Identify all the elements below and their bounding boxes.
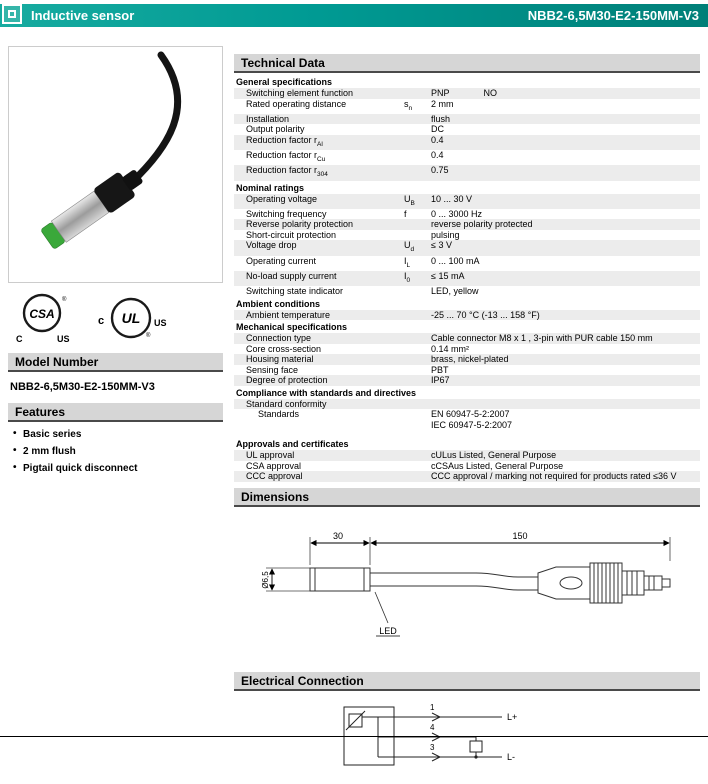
inductive-sensor-icon — [2, 4, 22, 24]
product-photo — [8, 46, 223, 283]
spec-label: Standard conformity — [246, 398, 327, 409]
title-bar — [0, 4, 708, 27]
spec-row — [234, 286, 700, 297]
drawn-sensor-body — [310, 568, 370, 591]
spec-label: Housing material — [246, 354, 314, 365]
spec-value-primary: 10 ... 30 V — [431, 193, 473, 204]
csa-logo — [12, 290, 76, 346]
spec-row — [234, 375, 700, 386]
spec-label: Rated operating distance — [246, 98, 347, 109]
dimension-diagram — [238, 513, 690, 663]
spec-label: Standards — [258, 409, 300, 420]
spec-value-primary: 0 ... 100 mA — [431, 255, 480, 266]
spec-value — [431, 344, 700, 355]
spec-value — [431, 99, 700, 110]
spec-label: Degree of protection — [246, 375, 328, 386]
cul-us-logo — [96, 290, 168, 346]
spec-label: Reduction factor $r_{Cu}$ — [246, 150, 326, 163]
spec-value — [431, 124, 700, 135]
spec-value-primary: cULus Listed, General Purpose — [431, 450, 557, 461]
spec-row — [234, 150, 700, 165]
spec-label: Switching state indicator — [246, 286, 344, 297]
spec-symbol: $I_L$ — [404, 255, 411, 269]
pin-4-label: 4 — [430, 722, 435, 732]
dim-diameter: Ø6,5 — [261, 571, 270, 589]
spec-row — [234, 256, 700, 271]
spec-value-primary: DC — [431, 124, 444, 135]
spec-row — [234, 88, 700, 99]
spec-label: Installation — [246, 113, 290, 124]
spec-label: Reduction factor $r_{Al}$ — [246, 134, 323, 148]
spec-value — [431, 333, 700, 344]
spec-value-primary: -25 ... 70 °C (-13 ... 158 °F) — [431, 309, 540, 320]
spec-value-primary: brass, nickel-plated — [431, 354, 509, 365]
feature-item: • Pigtail quick disconnect — [10, 463, 221, 474]
sensor-cable — [131, 55, 178, 183]
spec-label: Core cross-section — [246, 343, 322, 354]
spec-value — [431, 135, 700, 146]
spec-value-primary: ≤ 3 V — [431, 240, 452, 251]
spec-row — [234, 240, 700, 255]
spec-value — [431, 409, 700, 430]
spec-value-primary: PBT — [431, 364, 449, 375]
spec-row — [234, 354, 700, 365]
spec-value — [431, 286, 700, 297]
features-list — [8, 422, 223, 474]
spec-value-primary: Cable connector M8 x 1 , 3-pin with PUR cable 150 mm — [431, 333, 653, 344]
dimensions-header: Dimensions — [234, 488, 700, 507]
supply-minus-label: L- — [507, 751, 516, 762]
spec-value-primary: reverse polarity protected — [431, 219, 533, 230]
spec-value — [431, 194, 700, 205]
spec-value-primary: 0.4 — [431, 134, 444, 145]
spec-value-primary: CCC approval / marking not required for products rated ≤36 V — [431, 471, 677, 482]
svg-text:CSA: CSA — [29, 307, 55, 321]
spec-value — [431, 88, 700, 99]
spec-value — [431, 354, 700, 365]
dimensions-drawing — [238, 513, 700, 668]
spec-label: No-load supply current — [246, 271, 337, 282]
spec-value-primary: 0.4 — [431, 150, 444, 161]
spec-value — [431, 219, 700, 230]
spec-value-secondary: NO — [483, 88, 498, 98]
spec-row — [234, 135, 700, 150]
spec-row — [234, 409, 700, 430]
spec-value — [431, 114, 700, 125]
spec-value-primary: PNP — [431, 88, 450, 98]
spec-value-primary: pulsing — [431, 229, 460, 240]
spec-value — [431, 209, 700, 220]
led-label: LED — [379, 625, 397, 636]
header-model-number: NBB2-6,5M30-E2-150MM-V3 — [527, 8, 699, 23]
spec-value-primary: 0.14 mm² — [431, 343, 470, 354]
spec-row — [234, 399, 700, 410]
spec-row — [234, 450, 700, 461]
spec-value-primary: 0 ... 3000 Hz — [431, 208, 483, 219]
svg-text:UL: UL — [121, 310, 141, 326]
electrical-connection-header: Electrical Connection — [234, 672, 700, 691]
model-number-header: Model Number — [8, 353, 223, 372]
spec-value-line: IEC 60947-5-2:2007 — [431, 419, 513, 430]
spec-label: UL approval — [246, 450, 295, 461]
sensor-body — [39, 163, 148, 252]
spec-value — [431, 375, 700, 386]
technical-data-table — [234, 75, 700, 482]
spec-value-primary: flush — [431, 113, 451, 124]
product-photo-image — [9, 47, 222, 282]
spec-value — [431, 150, 700, 161]
spec-symbol: $U_d$ — [404, 240, 415, 254]
spec-section-header: Mechanical specifications — [236, 322, 348, 333]
spec-row — [234, 271, 700, 286]
spec-row — [234, 344, 700, 355]
spec-section-header: Compliance with standards and directives — [236, 387, 417, 398]
drawn-cable — [370, 573, 538, 590]
spec-label: CCC approval — [246, 471, 303, 482]
led-leader-line — [375, 592, 388, 623]
spec-section-header: Ambient conditions — [236, 298, 320, 309]
spec-label: Sensing face — [246, 364, 299, 375]
drawn-connector — [538, 563, 670, 603]
spec-label: Short-circuit protection — [246, 229, 337, 240]
spec-row — [234, 165, 700, 180]
dim-body-length: 30 — [332, 530, 344, 541]
spec-value — [431, 450, 700, 461]
svg-text:®: ® — [146, 333, 151, 339]
spec-value — [431, 471, 700, 482]
electrical-connection-drawing — [334, 695, 700, 784]
spec-row — [234, 333, 700, 344]
spec-value — [431, 240, 700, 251]
spec-value — [431, 365, 700, 376]
spec-row — [234, 114, 700, 125]
spec-section-header: Approvals and certificates — [236, 439, 349, 450]
spec-symbol: $U_B$ — [404, 193, 415, 207]
spec-symbol: $s_n$ — [404, 98, 413, 112]
spec-label: Switching element function — [246, 88, 354, 98]
model-number-value: NBB2-6,5M30-E2-150MM-V3 — [10, 381, 155, 393]
left-panel — [8, 34, 223, 784]
spec-row — [234, 124, 700, 135]
spec-row — [234, 99, 700, 114]
spec-row — [234, 461, 700, 472]
spec-section-header: Nominal ratings — [236, 182, 305, 193]
spec-value — [431, 461, 700, 472]
spec-value-primary: ≤ 15 mA — [431, 271, 465, 282]
spec-label: Switching frequency — [246, 208, 327, 219]
spec-label: Output polarity — [246, 124, 305, 135]
certification-logos — [12, 289, 223, 347]
spec-value-primary: 0.75 — [431, 165, 449, 176]
spec-value — [431, 230, 700, 241]
svg-text:US: US — [57, 334, 70, 344]
spec-row — [234, 230, 700, 241]
svg-text:US: US — [154, 318, 167, 328]
spec-value — [431, 165, 700, 176]
spec-label: CSA approval — [246, 460, 302, 471]
spec-label: Operating current — [246, 255, 317, 266]
spec-value-line: EN 60947-5-2:2007 — [431, 409, 510, 420]
product-type-title: Inductive sensor — [31, 8, 135, 23]
spec-row — [234, 209, 700, 220]
spec-section-header: General specifications — [236, 77, 333, 87]
spec-row — [234, 365, 700, 376]
footer-rule — [0, 736, 708, 737]
spec-value — [431, 271, 700, 282]
spec-value-primary: IP67 — [431, 375, 450, 386]
pin-3-label: 3 — [430, 742, 435, 752]
spec-label: Connection type — [246, 333, 312, 344]
spec-symbol: $I_0$ — [404, 271, 411, 284]
svg-text:c: c — [98, 315, 105, 327]
supply-plus-label: L+ — [507, 711, 518, 722]
page-content — [8, 34, 700, 784]
spec-value — [431, 310, 700, 321]
spec-value — [431, 256, 700, 267]
main-panel — [234, 34, 700, 784]
spec-row — [234, 471, 700, 482]
feature-item: • Basic series — [10, 429, 221, 440]
features-header: Features — [8, 403, 223, 422]
dim-cable-length: 150 — [512, 530, 528, 541]
spec-label: Voltage drop — [246, 240, 297, 251]
spec-value-primary: 2 mm — [431, 98, 454, 109]
spec-value-primary: cCSAus Listed, General Purpose — [431, 460, 564, 471]
feature-item: • 2 mm flush — [10, 446, 221, 457]
svg-text:®: ® — [62, 297, 67, 303]
spec-label: Ambient temperature — [246, 309, 331, 320]
spec-row — [234, 219, 700, 230]
spec-row — [234, 310, 700, 321]
technical-data-header: Technical Data — [234, 54, 700, 73]
spec-label: Operating voltage — [246, 193, 318, 204]
pin-1-label: 1 — [430, 702, 435, 712]
svg-text:C: C — [16, 334, 23, 344]
spec-symbol: f — [404, 208, 407, 219]
spec-label: Reduction factor $r_{304}$ — [246, 165, 328, 179]
spec-value-primary: LED, yellow — [431, 286, 479, 297]
spec-row — [234, 194, 700, 209]
spec-label: Reverse polarity protection — [246, 219, 354, 230]
